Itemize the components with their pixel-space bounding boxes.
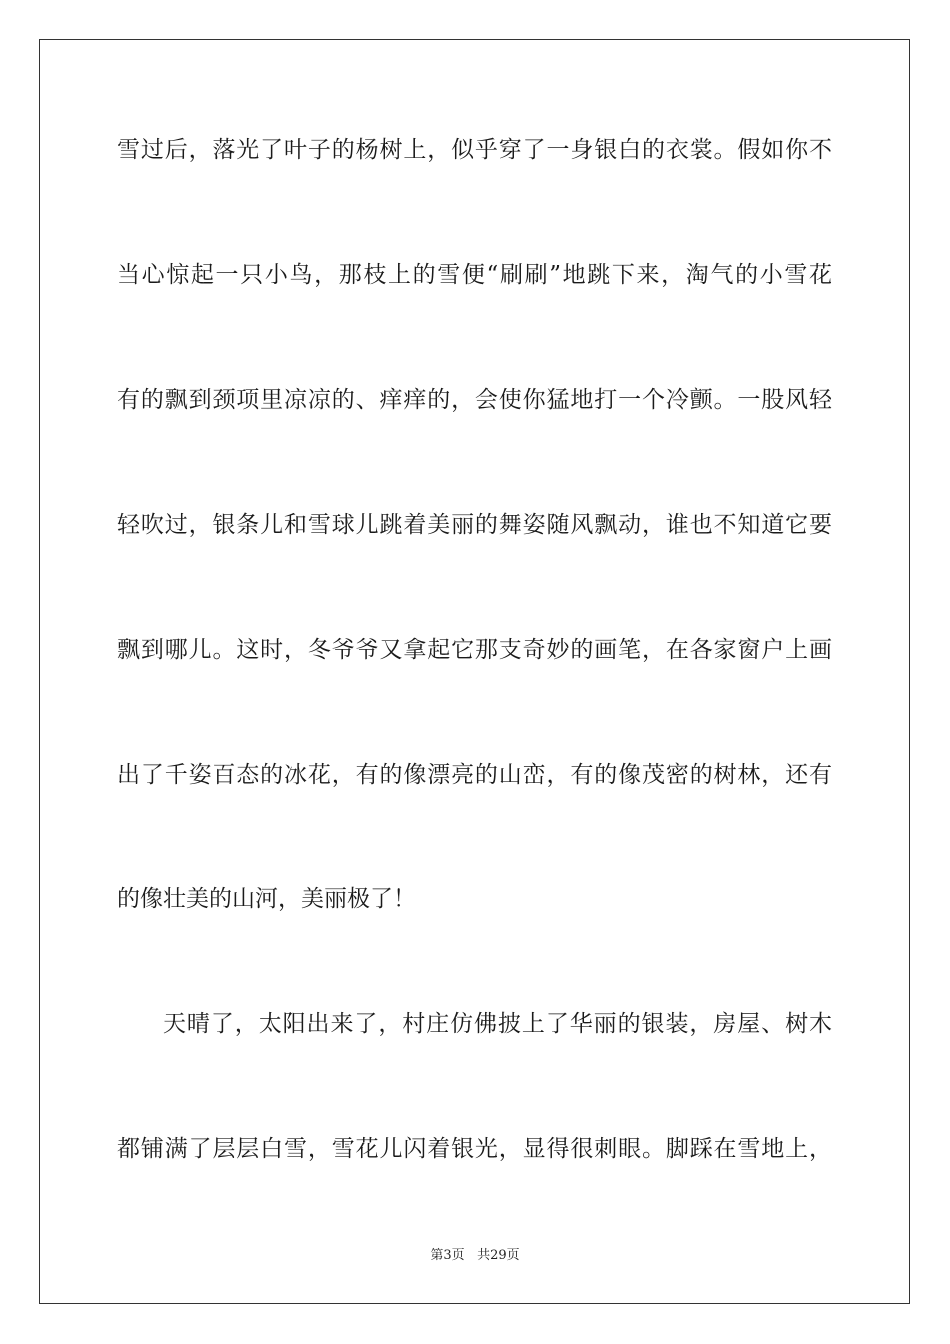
page-number: 第3页 — [430, 1248, 465, 1263]
page-total: 共29页 — [477, 1248, 520, 1263]
text-line-6: 出了千姿百态的冰花，有的像漂亮的山峦，有的像茂密的树林，还有 — [117, 762, 832, 788]
page-footer — [0, 1246, 950, 1266]
paragraph-2-line-1: 天晴了，太阳出来了，村庄仿佛披上了华丽的银装，房屋、树木 — [163, 1011, 832, 1037]
page-border — [39, 39, 910, 1304]
text-line-3: 有的飘到颈项里凉凉的、痒痒的，会使你猛地打一个冷颤。一股风轻 — [117, 387, 832, 413]
paragraph-2-line-2: 都铺满了层层白雪，雪花儿闪着银光，显得很刺眼。脚踩在雪地上， — [117, 1136, 832, 1162]
text-line-1: 雪过后，落光了叶子的杨树上，似乎穿了一身银白的衣裳。假如你不 — [117, 137, 832, 163]
text-line-4: 轻吹过，银条儿和雪球儿跳着美丽的舞姿随风飘动，谁也不知道它要 — [117, 512, 832, 538]
text-line-5: 飘到哪儿。这时，冬爷爷又拿起它那支奇妙的画笔，在各家窗户上画 — [117, 637, 832, 663]
text-line-7: 的像壮美的山河，美丽极了！ — [117, 886, 416, 912]
text-line-2: 当心惊起一只小鸟，那枝上的雪便“刷刷”地跳下来，淘气的小雪花 — [117, 262, 832, 288]
